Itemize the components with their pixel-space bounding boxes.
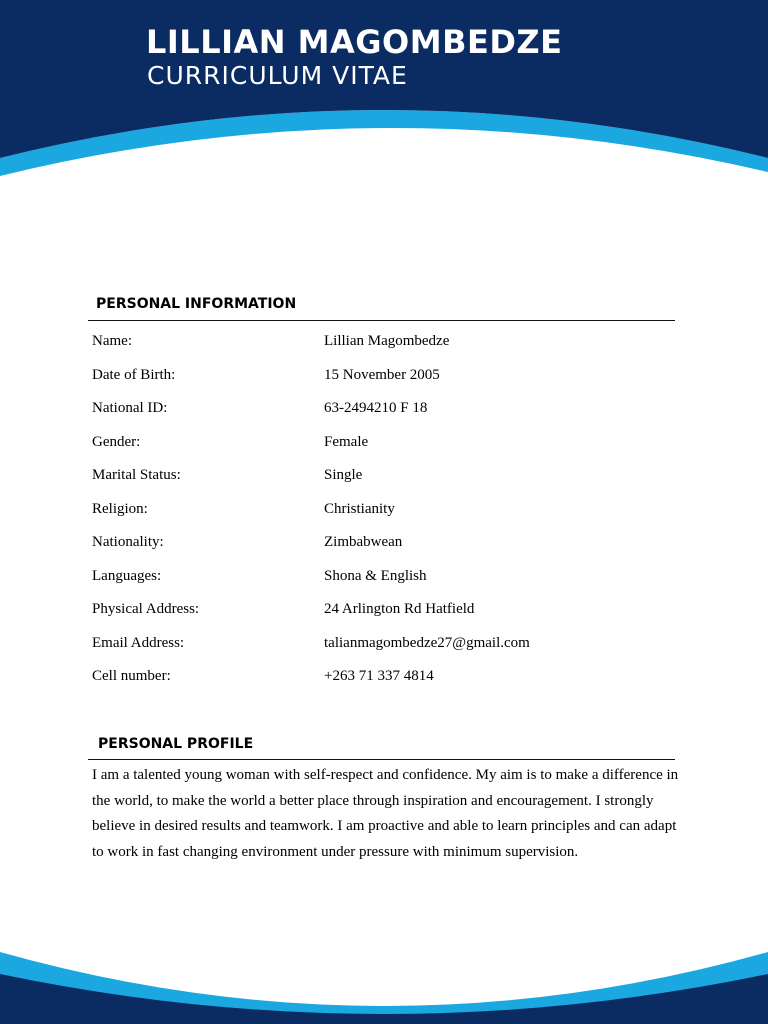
info-value: Female — [324, 433, 369, 450]
info-row — [92, 392, 652, 426]
info-row — [92, 593, 652, 627]
info-row — [92, 426, 652, 460]
personal-profile-divider — [88, 759, 675, 760]
info-row — [92, 627, 652, 661]
info-label: Date of Birth: — [92, 366, 176, 383]
info-row — [92, 560, 652, 594]
info-value: Lillian Magombedze — [324, 333, 450, 350]
info-label: Gender: — [92, 433, 141, 450]
info-label: Name: — [92, 333, 132, 350]
info-label: National ID: — [92, 400, 168, 417]
info-value: 24 Arlington Rd Hatfield — [324, 601, 475, 618]
info-row — [92, 526, 652, 560]
personal-information-rows — [92, 325, 652, 694]
info-value: talianmagombedze27@gmail.com — [324, 634, 530, 651]
info-label: Languages: — [92, 567, 162, 584]
info-row — [92, 493, 652, 527]
cv-name-title: LILLIAN MAGOMBEDZE — [146, 23, 563, 61]
info-row — [92, 459, 652, 493]
personal-information-heading: PERSONAL INFORMATION — [96, 296, 297, 312]
info-label: Nationality: — [92, 534, 164, 551]
info-label: Physical Address: — [92, 601, 200, 618]
info-value: 63-2494210 F 18 — [324, 400, 428, 417]
personal-profile-heading: PERSONAL PROFILE — [98, 736, 254, 752]
info-value: Single — [324, 467, 363, 484]
info-value: 15 November 2005 — [324, 366, 440, 383]
info-value: Shona & English — [324, 567, 427, 584]
footer-banner — [0, 930, 768, 1024]
personal-information-divider — [88, 320, 675, 321]
cv-subtitle: CURRICULUM VITAE — [147, 61, 408, 90]
info-label: Religion: — [92, 500, 148, 517]
info-value: Christianity — [324, 500, 395, 517]
personal-profile-text: I am a talented young woman with self-respect and confidence. My aim is to make a difference in the world, to make the world a better place through inspiration and encouragement. I strongly believe in desired results and teamwork. I am proactive and able to learn principles and can adapt to work in fast changing environment under pressure with minimum supervision. — [92, 767, 679, 860]
info-row — [92, 325, 652, 359]
info-label: Marital Status: — [92, 467, 181, 484]
info-label: Email Address: — [92, 634, 185, 651]
info-row — [92, 660, 652, 694]
personal-information-table — [92, 325, 652, 694]
info-label: Cell number: — [92, 668, 171, 685]
info-value: Zimbabwean — [324, 534, 403, 551]
info-row — [92, 359, 652, 393]
info-value: +263 71 337 4814 — [324, 668, 434, 685]
